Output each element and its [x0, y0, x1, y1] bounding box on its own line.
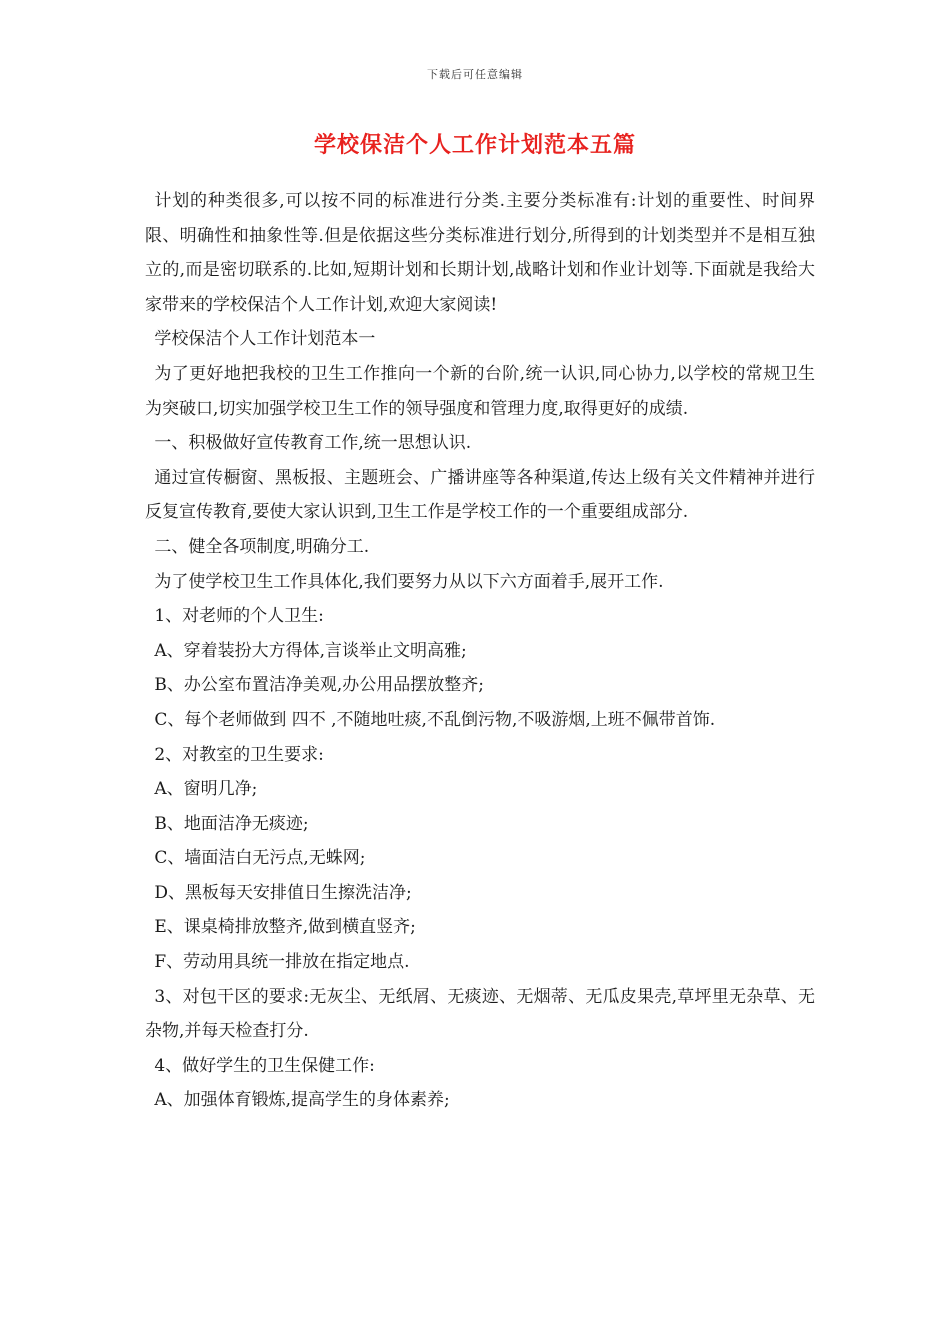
list-item: A、穿着装扮大方得体,言谈举止文明高雅; — [154, 640, 467, 661]
list-item: B、地面洁净无痰迹; — [154, 813, 309, 834]
list-item: C、每个老师做到 四不 ,不随地吐痰,不乱倒污物,不吸游烟,上班不佩带首饰. — [154, 709, 716, 730]
header-note: 下载后可任意编辑 — [427, 68, 523, 81]
list-item: F、劳动用具统一排放在指定地点. — [154, 952, 410, 973]
paragraph-heading-1: 一、积极做好宣传教育工作,统一思想认识. — [154, 433, 472, 454]
list-item: 4、做好学生的卫生保健工作: — [154, 1055, 375, 1076]
paragraph-intro: 计划的种类很多,可以按不同的标准进行分类.主要分类标准有:计划的重要性、时间界限、明确性和抽象性等.但是依据这些分类标准进行划分,所得到的计划类型并不是相互独立的,而是密切联系的.比如,短期计划和长期计划,战略计划和作业计划等.下面就是我给大家带来的学校保洁个人工作计划,欢迎大家阅读! — [145, 191, 815, 315]
list-item: D、黑板每天安排值日生擦洗洁净; — [154, 882, 412, 903]
list-item: A、窗明几净; — [154, 779, 258, 800]
document-title: 学校保洁个人工作计划范本五篇 — [313, 132, 636, 158]
paragraph: 为了更好地把我校的卫生工作推向一个新的台阶,统一认识,同心协力,以学校的常规卫生为突破口,切实加强学校卫生工作的领导强度和管理力度,取得更好的成绩. — [145, 363, 815, 419]
document-body — [145, 184, 815, 1118]
list-item: 2、对教室的卫生要求: — [154, 744, 324, 765]
paragraph: 为了使学校卫生工作具体化,我们要努力从以下六方面着手,展开工作. — [154, 571, 664, 592]
list-item: 3、对包干区的要求:无灰尘、无纸屑、无痰迹、无烟蒂、无瓜皮果壳,草坪里无杂草、无杂物,并每天检查打分. — [145, 986, 815, 1042]
paragraph: 通过宣传橱窗、黑板报、主题班会、广播讲座等各种渠道,传达上级有关文件精神并进行反复宣传教育,要使大家认识到,卫生工作是学校工作的一个重要组成部分. — [145, 467, 815, 523]
paragraph-heading-2: 二、健全各项制度,明确分工. — [154, 536, 370, 557]
list-item: E、课桌椅排放整齐,做到横直竖齐; — [154, 917, 416, 938]
list-item: C、墙面洁白无污点,无蛛网; — [154, 848, 366, 869]
list-item: 1、对老师的个人卫生: — [154, 606, 324, 627]
list-item: A、加强体育锻炼,提高学生的身体素养; — [154, 1090, 450, 1111]
list-item: B、办公室布置洁净美观,办公用品摆放整齐; — [154, 675, 484, 696]
paragraph-section-heading: 学校保洁个人工作计划范本一 — [154, 329, 376, 350]
